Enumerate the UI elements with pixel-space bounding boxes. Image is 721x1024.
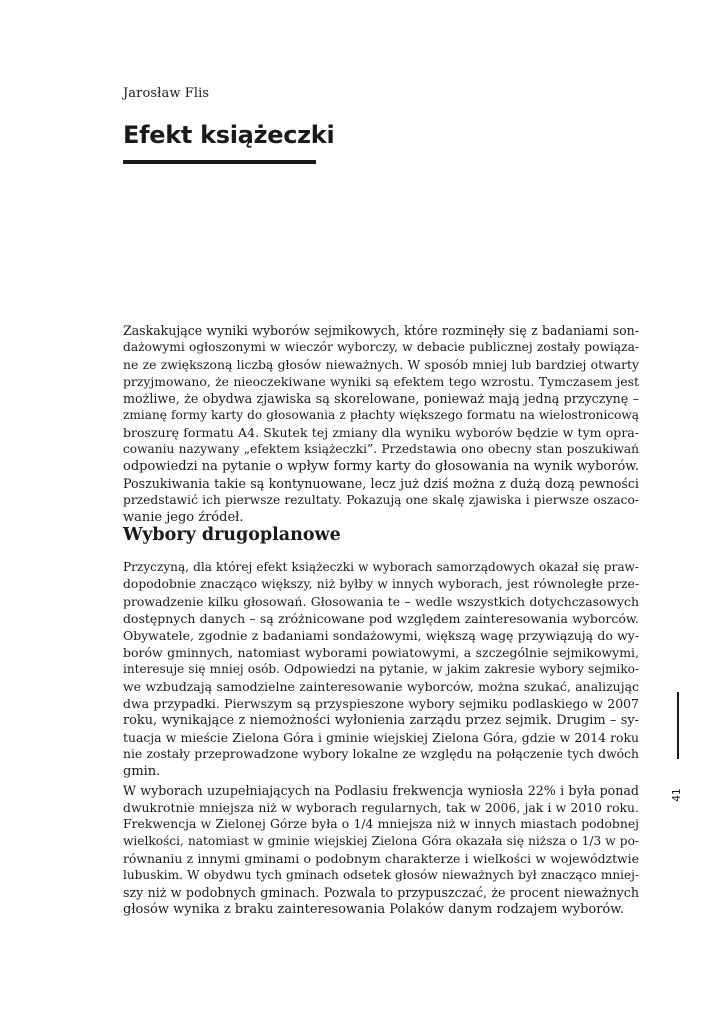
section-heading: Wybory drugoplanowe — [123, 525, 341, 545]
body-line: W wyborach uzupełniających na Podlasiu frekwencja wyniosła 22% i była ponad — [123, 783, 639, 798]
body-line: Przyczyną, dla której efekt książeczki w wyborach samorządowych okazał się praw- — [123, 560, 639, 574]
body-line: wielkości, natomiast w gminie wiejskiej Zielona Góra okazała się niższa o 1/3 w po- — [123, 834, 639, 848]
body-line: we wzbudzają samodzielne zainteresowanie wyborców, można szukać, analizując — [123, 679, 639, 694]
body-line: dopodobnie znacząco większy, niż byłby w innych wyborach, jest równoległe prze- — [123, 577, 639, 591]
body-line: Frekwencja w Zielonej Górze była o 1/4 mniejsza niż w innych miastach podobnej — [123, 817, 639, 831]
body-line: tuacja w mieście Zielona Góra i gminie wiejskiej Zielona Góra, gdzie w 2014 roku — [123, 730, 639, 745]
abstract-line: dażowymi ogłoszonymi w wieczór wyborczy, w debacie publicznej zostały powiąza- — [123, 340, 639, 354]
body-line: równaniu z innymi gminami o podobnym charakterze i wielkości w województwie — [123, 851, 639, 866]
abstract-line: odpowiedzi na pytanie o wpływ formy karty do głosowania na wynik wyborów. — [123, 459, 639, 474]
body-paragraph-1 — [123, 559, 639, 780]
abstract-line: przyjmowano, że nieoczekiwane wyniki są efektem tego wzrostu. Tymczasem jest — [123, 374, 639, 389]
abstract-line: możliwe, że obydwa zjawiska są skorelowane, ponieważ mają jedną przyczynę – — [123, 391, 639, 406]
page-number: 41 — [671, 788, 683, 802]
body-paragraph-2 — [123, 782, 639, 918]
margin-rule — [677, 692, 679, 759]
abstract-line: cowaniu nazywany „efektem książeczki”. Przedstawia ono obecny stan poszukiwań — [123, 442, 639, 456]
body-line: dwukrotnie mniejsza niż w wyborach regularnych, tak w 2006, jak i w 2010 roku. — [123, 800, 639, 815]
abstract-line: broszurę formatu A4. Skutek tej zmiany dla wyniku wyborów będzie w tym opra- — [123, 425, 639, 440]
abstract-line: przedstawić ich pierwsze rezultaty. Pokazują one skalę zjawiska i pierwsze oszaco- — [123, 493, 639, 507]
body-line: lubuskim. W obydwu tych gminach odsetek głosów nieważnych był znacząco mniej- — [123, 868, 639, 882]
abstract-line: Poszukiwania takie są kontynuowane, lecz już dziś można z dużą dozą pewności — [123, 476, 639, 491]
article-title: Efekt książeczki — [123, 121, 335, 149]
abstract-line: zmianę formy karty do głosowania z płachty większego formatu na wielostronicową — [123, 408, 639, 422]
body-line: borów gminnych, natomiast wyborami powiatowymi, a szczególnie sejmikowymi, — [123, 645, 639, 660]
body-line: interesuje się mniej osób. Odpowiedzi na pytanie, w jakim zakresie wybory sejmiko- — [123, 662, 639, 676]
body-line: głosów wynika z braku zainteresowania Polaków danym rodzajem wyborów. — [123, 902, 624, 917]
author-name: Jarosław Flis — [123, 86, 210, 101]
body-line: gmin. — [123, 764, 161, 779]
body-line: szy niż w podobnych gminach. Pozwala to przypuszczać, że procent nieważnych — [123, 885, 639, 900]
abstract-paragraph — [123, 322, 639, 526]
body-line: prowadzenie kilku głosowań. Głosowania te – wedle wszystkich dotychczasowych — [123, 594, 639, 609]
body-line: roku, wynikające z niemożności wyłonienia zarządu przez sejmik. Drugim – sy- — [123, 713, 639, 728]
body-line: dostępnych danych – są zróżnicowane pod względem zainteresowania wyborców. — [123, 611, 639, 626]
body-line: nie zostały przeprowadzone wybory lokalne ze względu na połączenie tych dwóch — [123, 747, 639, 761]
abstract-line: wanie jego źródeł. — [123, 510, 244, 525]
abstract-line: ne ze zwiększoną liczbą głosów nieważnych. W sposób mniej lub bardziej otwarty — [123, 357, 639, 372]
body-line: Obywatele, zgodnie z badaniami sondażowymi, większą wagę przywiązują do wy- — [123, 628, 639, 643]
abstract-line: Zaskakujące wyniki wyborów sejmikowych, które rozminęły się z badaniami son- — [123, 323, 639, 338]
body-line: dwa przypadki. Pierwszym są przyspieszone wybory sejmiku podlaskiego w 2007 — [123, 696, 639, 711]
title-underline — [123, 160, 316, 164]
